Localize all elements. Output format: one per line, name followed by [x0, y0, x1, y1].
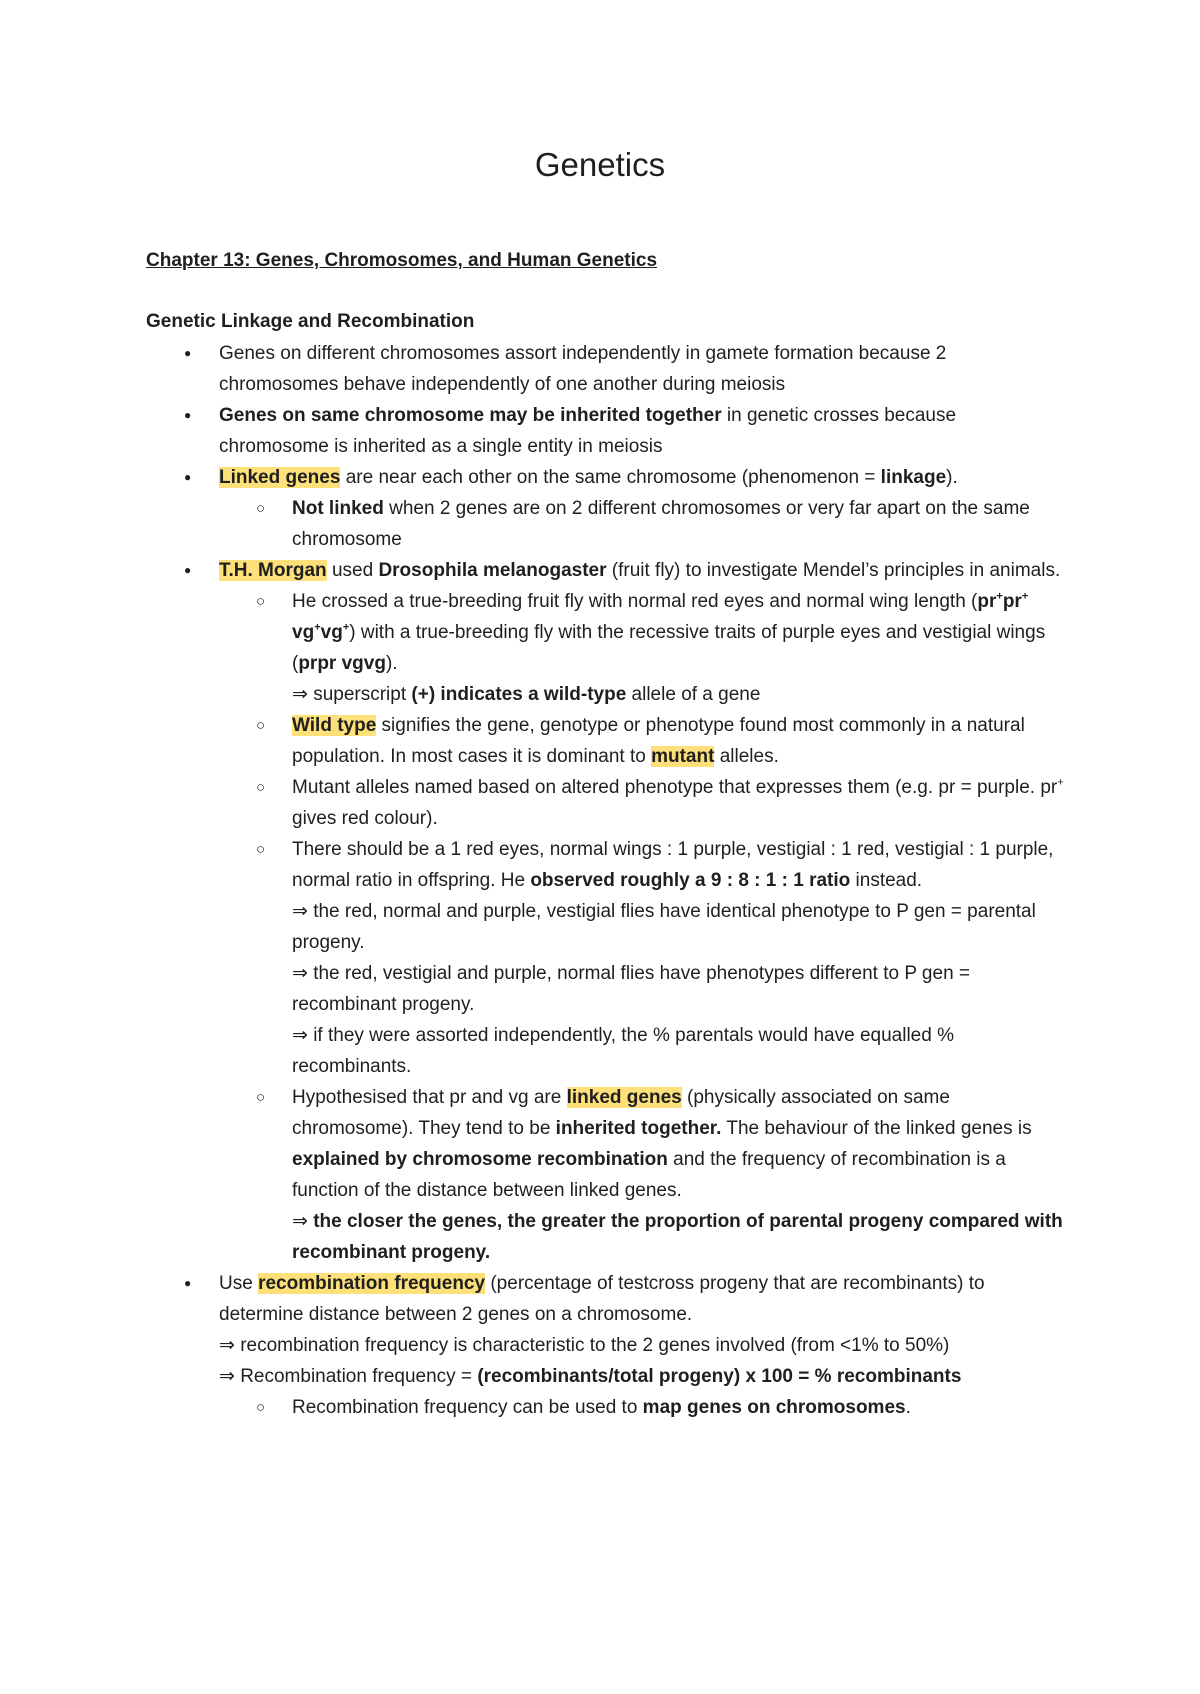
- text-run: (physically associated on same chromosome). They tend to be: [292, 1087, 950, 1139]
- chapter-heading: Chapter 13: Genes, Chromosomes, and Human Genetics: [146, 250, 658, 271]
- text-run: Not linked: [292, 498, 384, 519]
- text-run: ⇒ Recombination frequency =: [219, 1366, 478, 1387]
- text-run: +: [996, 590, 1003, 603]
- sub-bullet-item: [146, 1082, 1066, 1206]
- page-title: Genetics: [534, 146, 666, 183]
- text-run: alleles.: [714, 746, 779, 767]
- text-run: Drosophila melanogaster: [378, 560, 607, 581]
- text-run: ⇒ if they were assorted independently, the % parentals would have equalled % recombinants.: [292, 1025, 954, 1077]
- item-text: [219, 400, 1066, 462]
- sub-bullet-item: [146, 1392, 1066, 1423]
- text-run: He crossed a true-breeding fruit fly with normal red eyes and normal wing length (: [292, 591, 978, 612]
- bullet-item: [146, 462, 1066, 493]
- text-run: vg: [292, 622, 315, 643]
- highlighted-term: Linked genes: [219, 467, 341, 488]
- item-text: [292, 1020, 1066, 1082]
- highlighted-term: linked genes: [566, 1087, 682, 1108]
- text-run: explained by chromosome recombination: [292, 1149, 668, 1170]
- text-run: ⇒ the red, vestigial and purple, normal flies have phenotypes different to P gen = recombinant progeny.: [292, 963, 971, 1015]
- highlighted-term: T.H. Morgan: [219, 560, 327, 581]
- circle-bullet-icon: ○: [256, 500, 266, 517]
- text-run: the closer the genes, the greater the proportion of parental progeny compared with recombinant progeny.: [292, 1211, 1063, 1263]
- bullet-list: [146, 338, 1066, 1423]
- circle-bullet-icon: ○: [256, 1399, 266, 1416]
- bullet-item: [146, 1268, 1066, 1330]
- circle-bullet-icon: ○: [256, 1089, 266, 1106]
- item-text: [219, 338, 1066, 400]
- section-heading: Genetic Linkage and Recombination: [146, 311, 475, 332]
- item-text: [219, 1330, 1066, 1361]
- text-run: (+) indicates a wild-type: [411, 684, 627, 705]
- text-run: (fruit fly) to investigate Mendel’s principles in animals.: [606, 560, 1061, 581]
- text-run: pr: [1002, 591, 1022, 612]
- text-run: ⇒ superscript: [292, 684, 412, 705]
- item-text: [292, 896, 1066, 958]
- text-run: linkage: [880, 467, 947, 488]
- text-run: Use: [219, 1273, 259, 1294]
- item-text: [219, 1361, 1066, 1392]
- text-run: (recombinants/total progeny) x 100 = % recombinants: [477, 1366, 962, 1387]
- sub-bullet-item: [146, 586, 1066, 679]
- arrow-note: [146, 1020, 1066, 1082]
- text-run: when 2 genes are on 2 different chromosomes or very far apart on the same chromosome: [292, 498, 1030, 550]
- text-run: ).: [385, 653, 398, 674]
- item-text: [292, 493, 1066, 555]
- circle-bullet-icon: ○: [256, 717, 266, 734]
- sub-bullet-item: [146, 772, 1066, 834]
- text-run: and the frequency of recombination is a function of the distance between linked genes.: [292, 1149, 1006, 1201]
- bullet-icon: ●: [184, 408, 192, 422]
- item-text: [292, 586, 1066, 679]
- item-text: [219, 555, 1066, 586]
- item-text: [219, 462, 1066, 493]
- text-run: are near each other on the same chromosome (phenomenon =: [340, 467, 881, 488]
- highlighted-term: Wild type: [292, 715, 377, 736]
- arrow-note: [146, 1330, 1066, 1361]
- item-text: [292, 834, 1066, 896]
- text-run: observed roughly a 9 : 8 : 1 : 1 ratio: [530, 870, 851, 891]
- text-run: Genes on same chromosome may be inherited together: [219, 405, 722, 426]
- arrow-note: [146, 679, 1066, 710]
- sub-bullet-item: [146, 834, 1066, 896]
- bullet-item: [146, 400, 1066, 462]
- text-run: ⇒: [292, 1211, 314, 1232]
- text-run: signifies the gene, genotype or phenotype found most commonly in a natural population. In most cases it is dominant to: [292, 715, 1025, 767]
- sub-bullet-item: [146, 493, 1066, 555]
- bullet-icon: ●: [184, 470, 192, 484]
- item-text: [292, 1392, 1066, 1423]
- bullet-item: [146, 555, 1066, 586]
- text-run: +: [342, 621, 350, 634]
- text-run: .: [905, 1397, 911, 1418]
- text-run: prpr vgvg: [298, 653, 386, 674]
- text-run: allele of a gene: [626, 684, 761, 705]
- text-run: (percentage of testcross progeny that are recombinants) to determine distance between 2 genes on a chromosome.: [219, 1273, 985, 1325]
- circle-bullet-icon: ○: [256, 841, 266, 858]
- arrow-note: [146, 1361, 1066, 1392]
- highlighted-term: recombination frequency: [258, 1273, 486, 1294]
- text-run: ⇒ the red, normal and purple, vestigial flies have identical phenotype to P gen = parental progeny.: [292, 901, 1036, 953]
- bullet-icon: ●: [184, 563, 192, 577]
- item-text: [292, 772, 1066, 834]
- arrow-note: [146, 1206, 1066, 1268]
- item-text: [292, 1206, 1066, 1268]
- text-run: Hypothesised that pr and vg are: [292, 1087, 567, 1108]
- text-run: map genes on chromosomes: [642, 1397, 906, 1418]
- circle-bullet-icon: ○: [256, 593, 266, 610]
- text-run: ⇒ recombination frequency is characteristic to the 2 genes involved (from <1% to 50%): [219, 1335, 950, 1356]
- text-run: used: [326, 560, 379, 581]
- circle-bullet-icon: ○: [256, 779, 266, 796]
- text-run: +: [1057, 776, 1064, 789]
- arrow-note: [146, 958, 1066, 1020]
- text-run: ).: [946, 467, 958, 488]
- sub-bullet-item: [146, 710, 1066, 772]
- item-text: [292, 710, 1066, 772]
- text-run: inherited together.: [555, 1118, 722, 1139]
- text-run: in genetic crosses because chromosome is inherited as a single entity in meiosis: [219, 405, 957, 457]
- highlighted-term: mutant: [651, 746, 715, 767]
- text-run: The behaviour of the linked genes is: [721, 1118, 1032, 1139]
- text-run: gives red colour).: [292, 808, 438, 829]
- item-text: [292, 679, 1066, 710]
- text-run: Genes on different chromosomes assort independently in gamete formation because 2 chromosomes behave independently of one another during meiosis: [219, 343, 947, 395]
- text-run: ) with a true-breeding fly with the recessive traits of purple eyes and vestigial wings (: [292, 622, 1046, 674]
- item-text: [292, 958, 1066, 1020]
- arrow-note: [146, 896, 1066, 958]
- item-text: [219, 1268, 1066, 1330]
- text-run: +: [314, 621, 321, 634]
- text-run: Mutant alleles named based on altered phenotype that expresses them (e.g. pr = purple. pr: [292, 777, 1058, 798]
- bullet-icon: ●: [184, 1276, 192, 1290]
- text-run: instead.: [850, 870, 923, 891]
- item-text: [292, 1082, 1066, 1206]
- bullet-icon: ●: [184, 346, 192, 360]
- text-run: There should be a 1 red eyes, normal wings : 1 purple, vestigial : 1 red, vestigial : 1 purple, normal ratio in offspring. He: [292, 839, 1054, 891]
- bullet-item: [146, 338, 1066, 400]
- text-run: pr: [977, 591, 997, 612]
- text-run: vg: [320, 622, 343, 643]
- text-run: +: [1021, 590, 1029, 603]
- text-run: Recombination frequency can be used to: [292, 1397, 643, 1418]
